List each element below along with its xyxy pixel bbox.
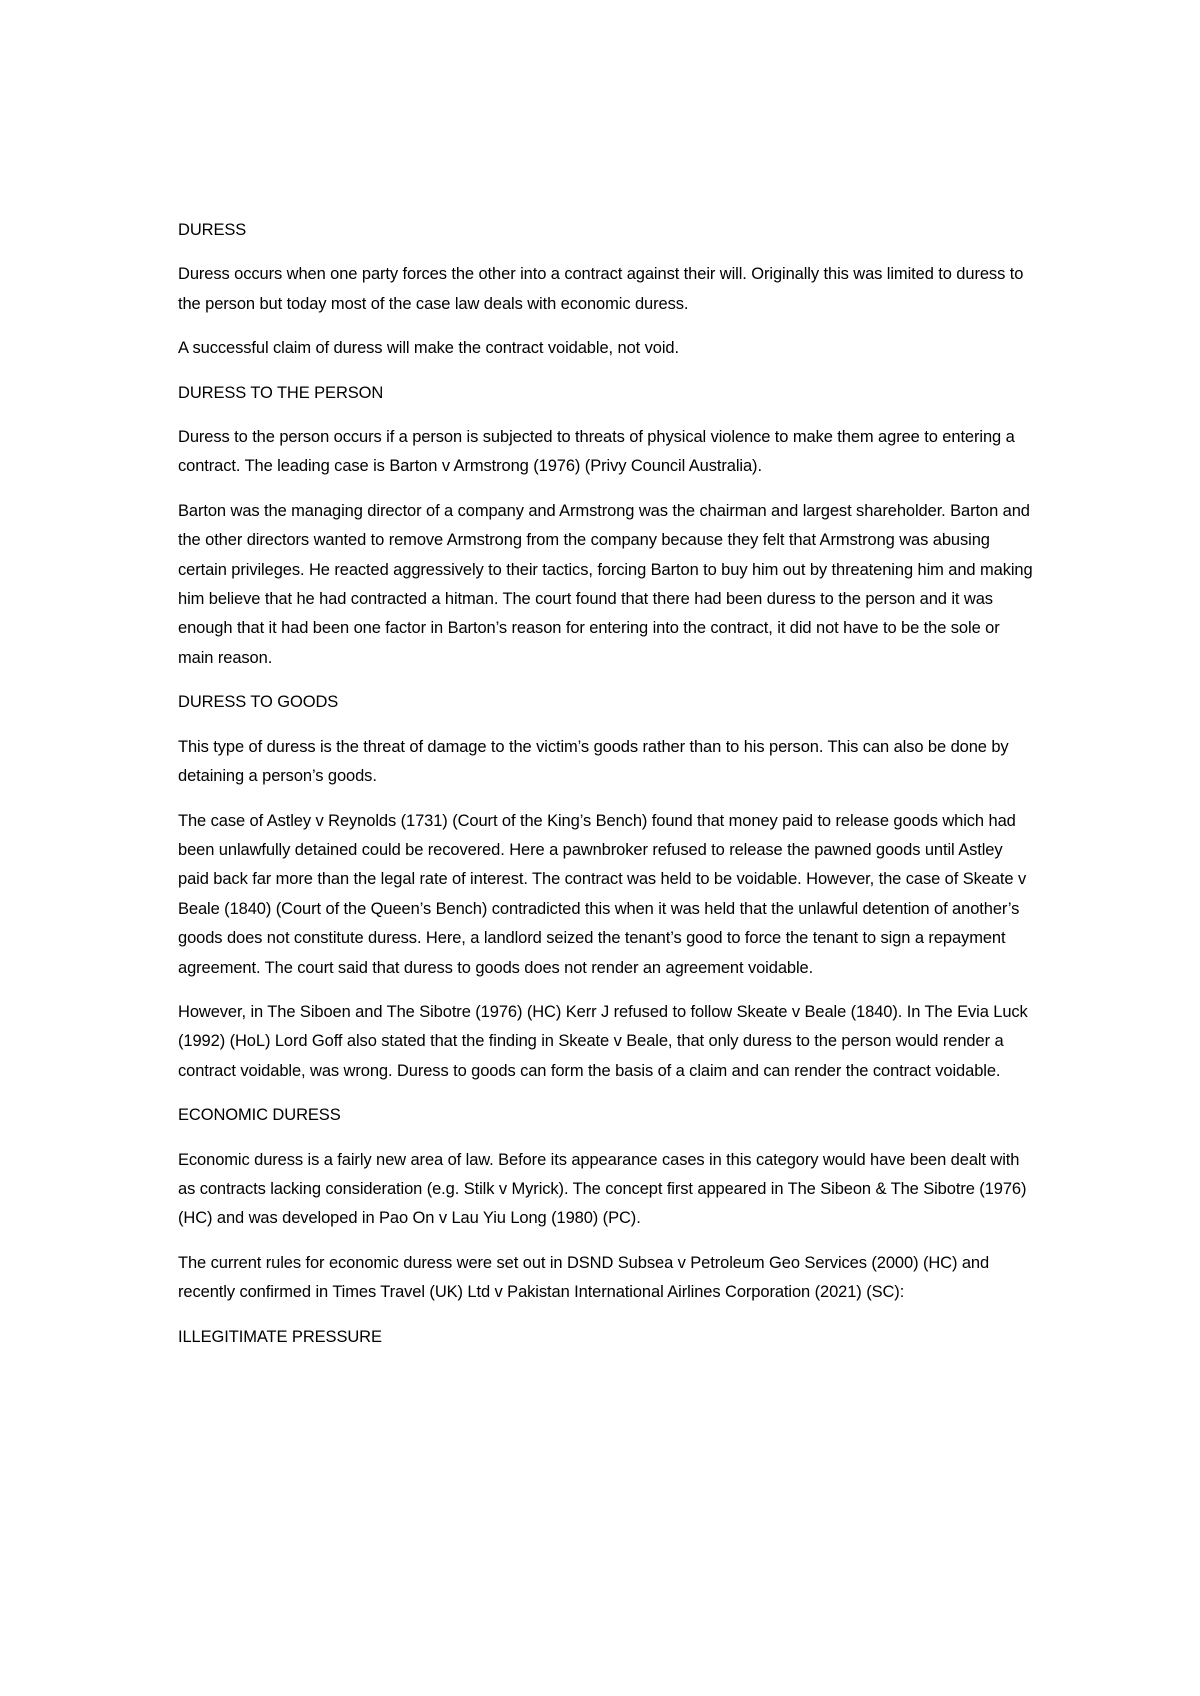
para-siboen-and-evia-luck: However, in The Siboen and The Sibotre (1976) (HC) Kerr J refused to follow Skeate v Beale (1840). In The Evia Luck (1992) (HoL) Lord Goff also stated that the finding in Skeate v Beale, that only duress to the person would render a contract voidable, was wrong. Duress to goods can form the basis of a claim and can render the contract voidable. [178,1002,1028,1080]
heading-duress-to-the-person: DURESS TO THE PERSON [178,383,384,402]
heading-duress-to-goods: DURESS TO GOODS [178,693,339,712]
para-duress-to-goods-definition: This type of duress is the threat of damage to the victim’s goods rather than to his person. This can also be done by detaining a person’s goods. [178,737,1009,786]
para-current-rules: The current rules for economic duress were set out in DSND Subsea v Petroleum Geo Services (2000) (HC) and recently confirmed in Times Travel (UK) Ltd v Pakistan International Airlines Corporation (2021) (SC): [178,1253,990,1302]
para-duress-to-person-definition: Duress to the person occurs if a person is subjected to threats of physical violence to make them agree to entering a contract. The leading case is Barton v Armstrong (1976) (Privy Council Australia). [178,428,1015,476]
para-duress-definition: Duress occurs when one party forces the other into a contract against their will. Originally this was limited to duress to the person but today most of the case law deals with economic duress. [178,265,1024,313]
para-duress-effect: A successful claim of duress will make the contract voidable, not void. [178,339,679,358]
heading-illegitimate-pressure: ILLEGITIMATE PRESSURE [178,1327,382,1346]
para-economic-duress-intro: Economic duress is a fairly new area of law. Before its appearance cases in this category would have been dealt with as contracts lacking consideration (e.g. Stilk v Myrick). The concept first appeared in The Sibeon & The Sibotre (1976) (HC) and was developed in Pao On v Lau Yiu Long (1980) (PC). [178,1150,1027,1228]
heading-economic-duress: ECONOMIC DURESS [178,1106,341,1125]
document-body [178,216,1033,1367]
para-astley-v-reynolds: The case of Astley v Reynolds (1731) (Court of the King’s Bench) found that money paid to release goods which had been unlawfully detained could be recovered. Here a pawnbroker refused to release the pawned goods until Astley paid back far more than the legal rate of interest. The contract was held to be voidable. However, the case of Skeate v Beale (1840) (Court of the Queen’s Bench) contradicted this when it was held that the unlawful detention of another’s goods does not constitute duress. Here, a landlord seized the tenant’s good to force the tenant to sign a repayment agreement. The court said that duress to goods does not render an agreement voidable. [178,811,1027,977]
para-barton-v-armstrong: Barton was the managing director of a company and Armstrong was the chairman and largest shareholder. Barton and the other directors wanted to remove Armstrong from the company because they felt that Armstrong was abusing certain privileges. He reacted aggressively to their tactics, forcing Barton to buy him out by threatening him and making him believe that he had contracted a hitman. The court found that there had been duress to the person and it was enough that it had been one factor in Barton’s reason for entering into the contract, it did not have to be the sole or main reason. [178,501,1033,667]
heading-duress: DURESS [178,221,247,239]
